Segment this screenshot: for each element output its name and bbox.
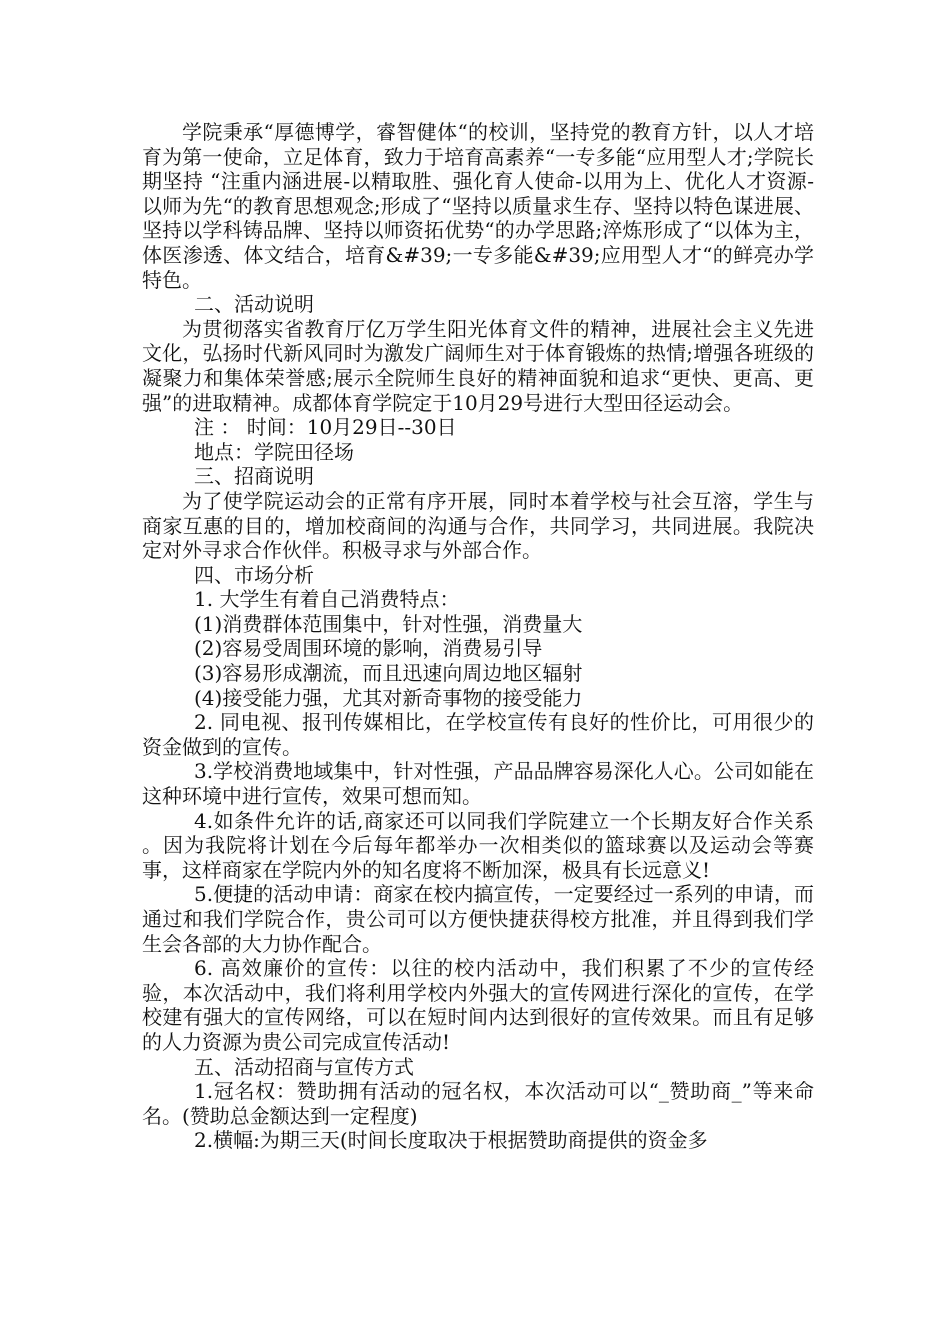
list-item-trait-2: (2)容易受周围环境的影响，消费易引导 — [194, 636, 543, 661]
list-item-long-term-partnership: 4.如条件允许的话,商家还可以同我们学院建立一个长期友好合作关系 。因为我院将计划在今后每年都举办一次相类似的篮球赛以及运动会等赛事，这样商家在学院内外的知名度将不断加深，极具有长远意义! — [142, 808, 814, 882]
paragraph-activity-description: 为贯彻落实省教育厅亿万学生阳光体育文件的精神，进展社会主义先进文化，弘扬时代新风同时为激发广阔师生对于体育锻炼的热情;增强各班级的凝聚力和集体荣誉感;展示全院师生良好的精神面貌和追求“更快、更高、更强”的进取精神。成都体育学院定于10月29号进行大型田径运动会。 — [142, 316, 814, 415]
paragraph-school-motto: 学院秉承“厚德博学，睿智健体“的校训，坚持党的教育方针，以人才培育为第一使命，立足体育，致力于培育高素养“一专多能“应用型人才;学院长期坚持 “注重内涵进展-以精取胜、强化育人使命-以用为上、优化人才资源-以师为先“的教育思想观念;形成了“坚持以质量求生存、坚持以特色谋进展、坚持以学科铸品牌、坚持以师资拓优势“的办学思路;淬炼形成了“以体为主，体医渗透、体文结合，培育&#39;一专多能&#39;应用型人才“的鲜亮办学特色。 — [142, 120, 814, 292]
list-item-consumption-traits: 1. 大学生有着自己消费特点： — [194, 587, 460, 612]
section-heading-sponsorship-description: 三、招商说明 — [194, 464, 314, 489]
list-item-trait-1: (1)消费群体范围集中，针对性强，消费量大 — [194, 611, 583, 636]
list-item-concentrated-market: 3.学校消费地域集中，针对性强，产品品牌容易深化人心。公司如能在这种环境中进行宣传，效果可想而知。 — [142, 759, 814, 809]
list-item-trait-3: (3)容易形成潮流，而且迅速向周边地区辐射 — [194, 661, 583, 686]
document-body — [142, 120, 814, 1153]
paragraph-activity-time: 注 ： 时间：10月29日--30日 — [194, 415, 457, 440]
section-heading-activity-description: 二、活动说明 — [194, 292, 314, 317]
list-item-cost-effectiveness: 2. 同电视、报刊传媒相比，在学校宣传有良好的性价比，可用很少的资金做到的宣传。 — [142, 710, 814, 759]
list-item-trait-4: (4)接受能力强，尤其对新奇事物的接受能力 — [194, 685, 583, 710]
paragraph-sponsorship-description: 为了使学院运动会的正常有序开展，同时本着学校与社会互溶，学生与商家互惠的目的，增加校商间的沟通与合作，共同学习，共同进展。我院决定对外寻求合作伙伴。积极寻求与外部合作。 — [142, 488, 814, 563]
paragraph-activity-location: 地点：学院田径场 — [194, 439, 354, 464]
list-item-convenient-application: 5.便捷的活动申请：商家在校内搞宣传，一定要经过一系列的申请，而通过和我们学院合作，贵公司可以方便快捷获得校方批准，并且得到我们学生会各部的大力协作配合。 — [142, 882, 814, 956]
section-heading-sponsorship-methods: 五、活动招商与宣传方式 — [194, 1054, 414, 1079]
list-item-naming-rights: 1.冠名权：赞助拥有活动的冠名权，本次活动可以“_赞助商_”等来命名。(赞助总金额达到一定程度) — [142, 1079, 814, 1128]
list-item-efficient-promotion: 6. 高效廉价的宣传：以往的校内活动中，我们积累了不少的宣传经验，本次活动中，我们将利用学校内外强大的宣传网进行深化的宣传，在学校建有强大的宣传网络，可以在短时间内达到很好的宣传效果。而且有足够的人力资源为贵公司完成宣传活动! — [142, 956, 814, 1054]
section-heading-market-analysis: 四、市场分析 — [194, 562, 314, 587]
list-item-banner: 2.横幅:为期三天(时间长度取决于根据赞助商提供的资金多 — [194, 1128, 708, 1153]
